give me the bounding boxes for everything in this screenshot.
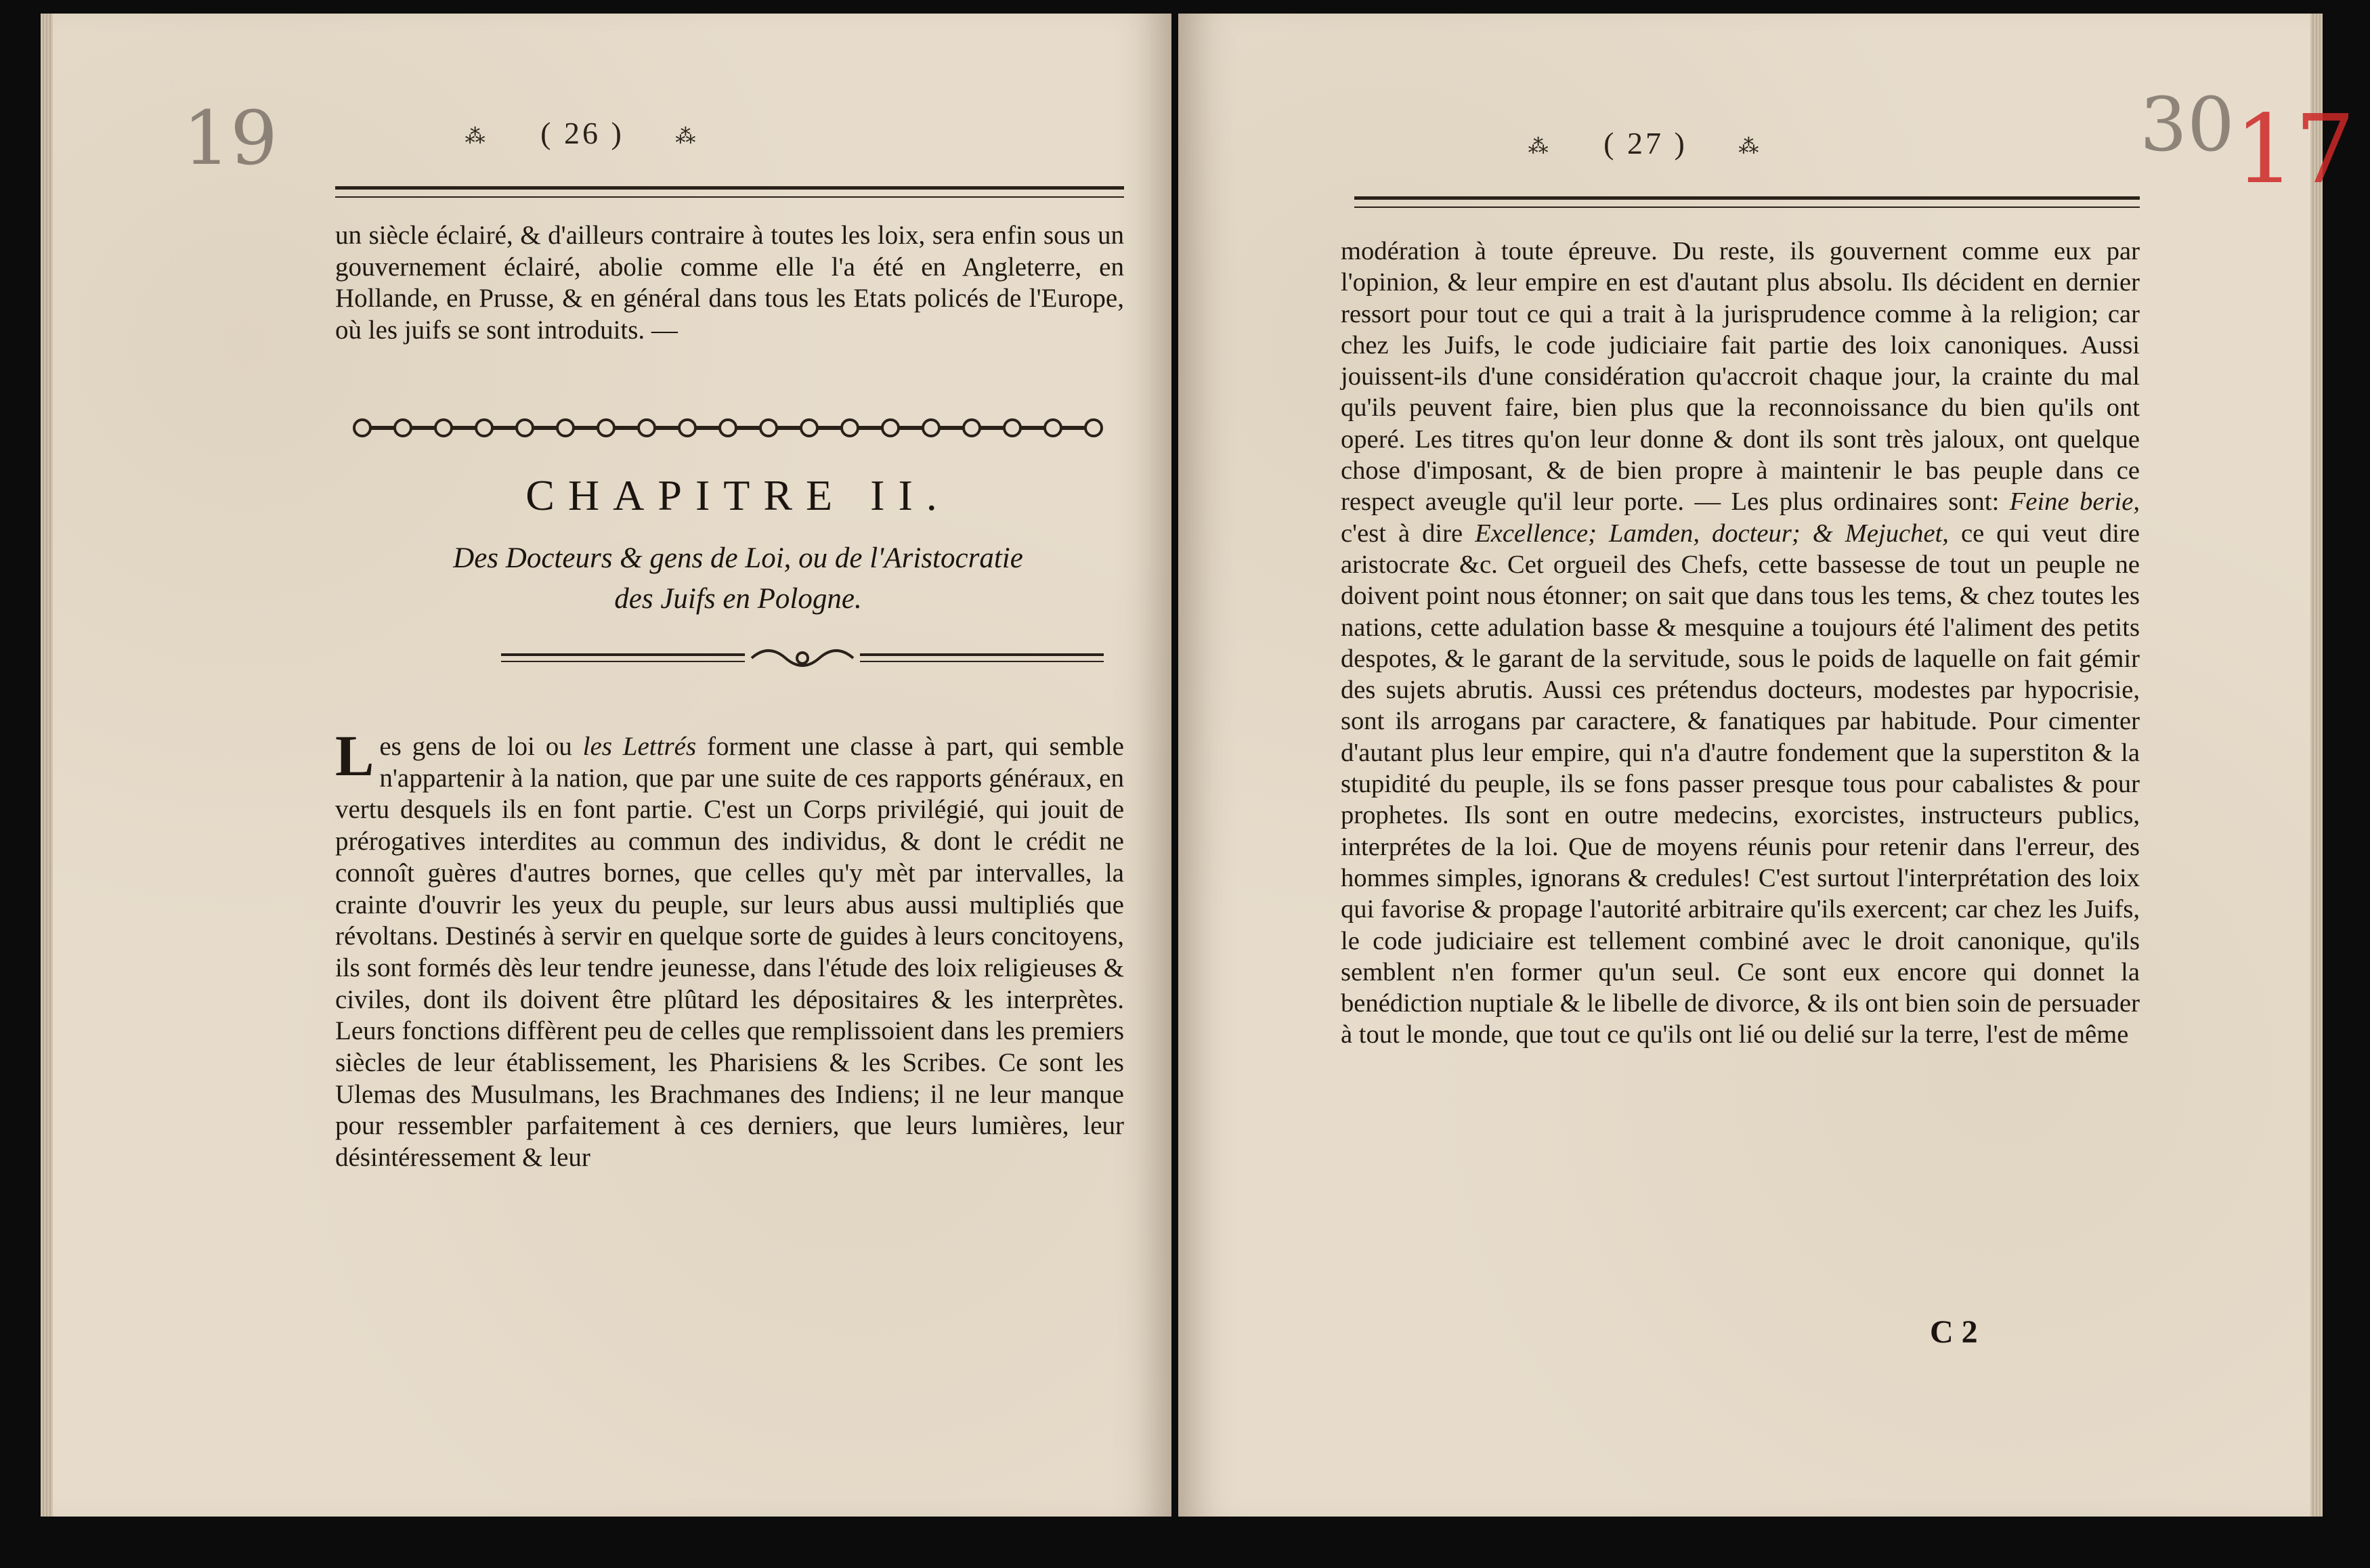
red-folio-mark: 17 [2235, 95, 2356, 205]
para-italic-lettres: les Lettrés [582, 732, 697, 761]
drop-cap: L [335, 723, 374, 788]
right-text-a: modération à toute épreuve. Du reste, ils gouvernent comme eux par l'opinion, & leur empire en est d'autant plus absolu. Ils décident en dernier ressort pour tout ce qui a trait à la jurisprudence comme à la religion; car chez les Juifs, le code judiciaire fait partie des loix canoniques. Aussi jouissent-ils d'une considération qu'accroit chaque jour, la crainte du mal qu'ils peuvent faire, bien plus que la reconnoissance du bien qu'ils ont operé. Les titres qu'on leur donne & dont ils sont très jaloux, ont quelque chose d'imposant, & de bien propre à maintenir le bas peuple dans ce respect aveugle qu'il leur porte. — Les plus ordinaires sont: [1341, 237, 2140, 517]
left-page [41, 14, 1171, 1517]
para-rest: forment une classe à part, qui semble n'appartenir à la nation, que par une suite de ces rapports généraux, en vertu desquels ils en font partie. C'est un Corps privilégié, qui jouit de prérogatives interdites au commun des individus, & dont le crédit ne connoît guères d'autres bornes, que celles qu'y mèt par intervalles, la crainte d'ouvrir les yeux du peuple, sur leurs abus aussi multipliés que révoltans. Destinés à servir en quelque sorte de guides à leurs concitoyens, ils sont formés dès leur tendre jeunesse, dans l'étude des loix religieuses & civiles, dont ils doivent être plûtard les dépositaires & les interprètes. Leurs fonctions diffèrent peu de celles que remplissoient dans les premiers siècles de leur établissement, les Pharisiens & les Scribes. Ce sont les Ulemas des Musulmans, les Brachmanes des Indiens; il ne leur manque pour ressembler parfaitement à ces derniers, que leurs lumières, leur désintéressement & leur [335, 732, 1124, 1173]
chapter-ornament-band [342, 414, 1134, 441]
left-main-paragraph [335, 723, 1124, 1174]
left-head-rule [335, 186, 1124, 198]
signature-mark: C 2 [1930, 1314, 1978, 1350]
chapter-subtitle-line-1: Des Docteurs & gens de Loi, ou de l'Aristocratie [453, 542, 1023, 574]
right-page-edge [2310, 14, 2323, 1517]
right-running-head [1178, 125, 2113, 161]
left-page-number: ( 26 ) [540, 116, 624, 150]
right-text-c: ce qui veut dire aristocrate &c. Cet orgueil des Chefs, cette bassesse de tout un peuple ne doivent point nous étonner; on sait que dans tous les tems, & chez toutes les nations, cette adulation basse & mesquine a toujours été l'aliment des petits despotes, & le garant de la servitude, sous le poids de laquelle on fait gémir des sujets abrutis. Aussi ces prétendus docteurs, modestes par hypocrisie, sont ils arrogans par caractere, & fanatiques par habitude. Pour cimenter d'autant plus leur empire, qui n'a d'autre fondement que la superstiton & la stupidité du peuple, ils se fons passer presque tous pour cabalistes & pour prophetes. Ils sont en outre medecins, exorcistes, instructeurs publics, interprétes de la loi. Que de moyens réunis pour retenir dans l'erreur, des hommes simples, ignorans & credules! C'est surtout l'interprétation des loix qui favorise & propage l'autorité arbitraire qu'ils exercent; car chez les Juifs, le code judiciaire est tellement combiné avec le droit canonique, qu'ils semblent n'en former qu'un seul. Ce sont eux encore qui donnet la benédiction nuptiale & le libelle de divorce, & ils ont bien soin de persuader à tout le monde, que tout ce qu'ils ont lié ou delié sur la terre, l'est de même [1341, 519, 2140, 1049]
right-italic-1: Feine berie, [2009, 487, 2140, 517]
left-head-ornament-1: ⁂ [465, 125, 490, 148]
right-head-ornament-2: ⁂ [1738, 135, 1763, 158]
right-page [1178, 14, 2356, 1517]
open-book [41, 14, 2356, 1517]
chapter-title: CHAPITRE II. [525, 471, 951, 519]
right-page-number: ( 27 ) [1603, 126, 1687, 160]
chapter-subtitle [325, 538, 1151, 619]
left-running-head [41, 115, 1083, 151]
right-folio-mark: 30 [2140, 81, 2235, 168]
right-main-text [1341, 236, 2140, 1051]
chapter-divider-ornament [501, 647, 1104, 670]
chapter-subtitle-line-2: des Juifs en Pologne. [614, 583, 862, 615]
left-continued-text: un siècle éclairé, & d'ailleurs contraire à toutes les loix, sera enfin sous un gouvernement éclairé, abolie comme elle l'a été en Angleterre, en Hollande, en Prusse, & en général dans tous les Etats policés de l'Europe, où les juifs se sont introduits. — [335, 221, 1124, 345]
left-page-edge [41, 14, 53, 1517]
left-head-ornament-2: ⁂ [675, 125, 700, 148]
para-start: es gens de loi ou [379, 732, 583, 761]
right-head-rule [1354, 196, 2140, 208]
right-text-b: c'est à dire [1341, 519, 1475, 548]
right-italic-2: Excellence; Lamden, docteur; & Mejuchet, [1475, 519, 1949, 548]
left-folio-mark: 19 [183, 95, 278, 181]
right-head-ornament-1: ⁂ [1528, 135, 1553, 158]
